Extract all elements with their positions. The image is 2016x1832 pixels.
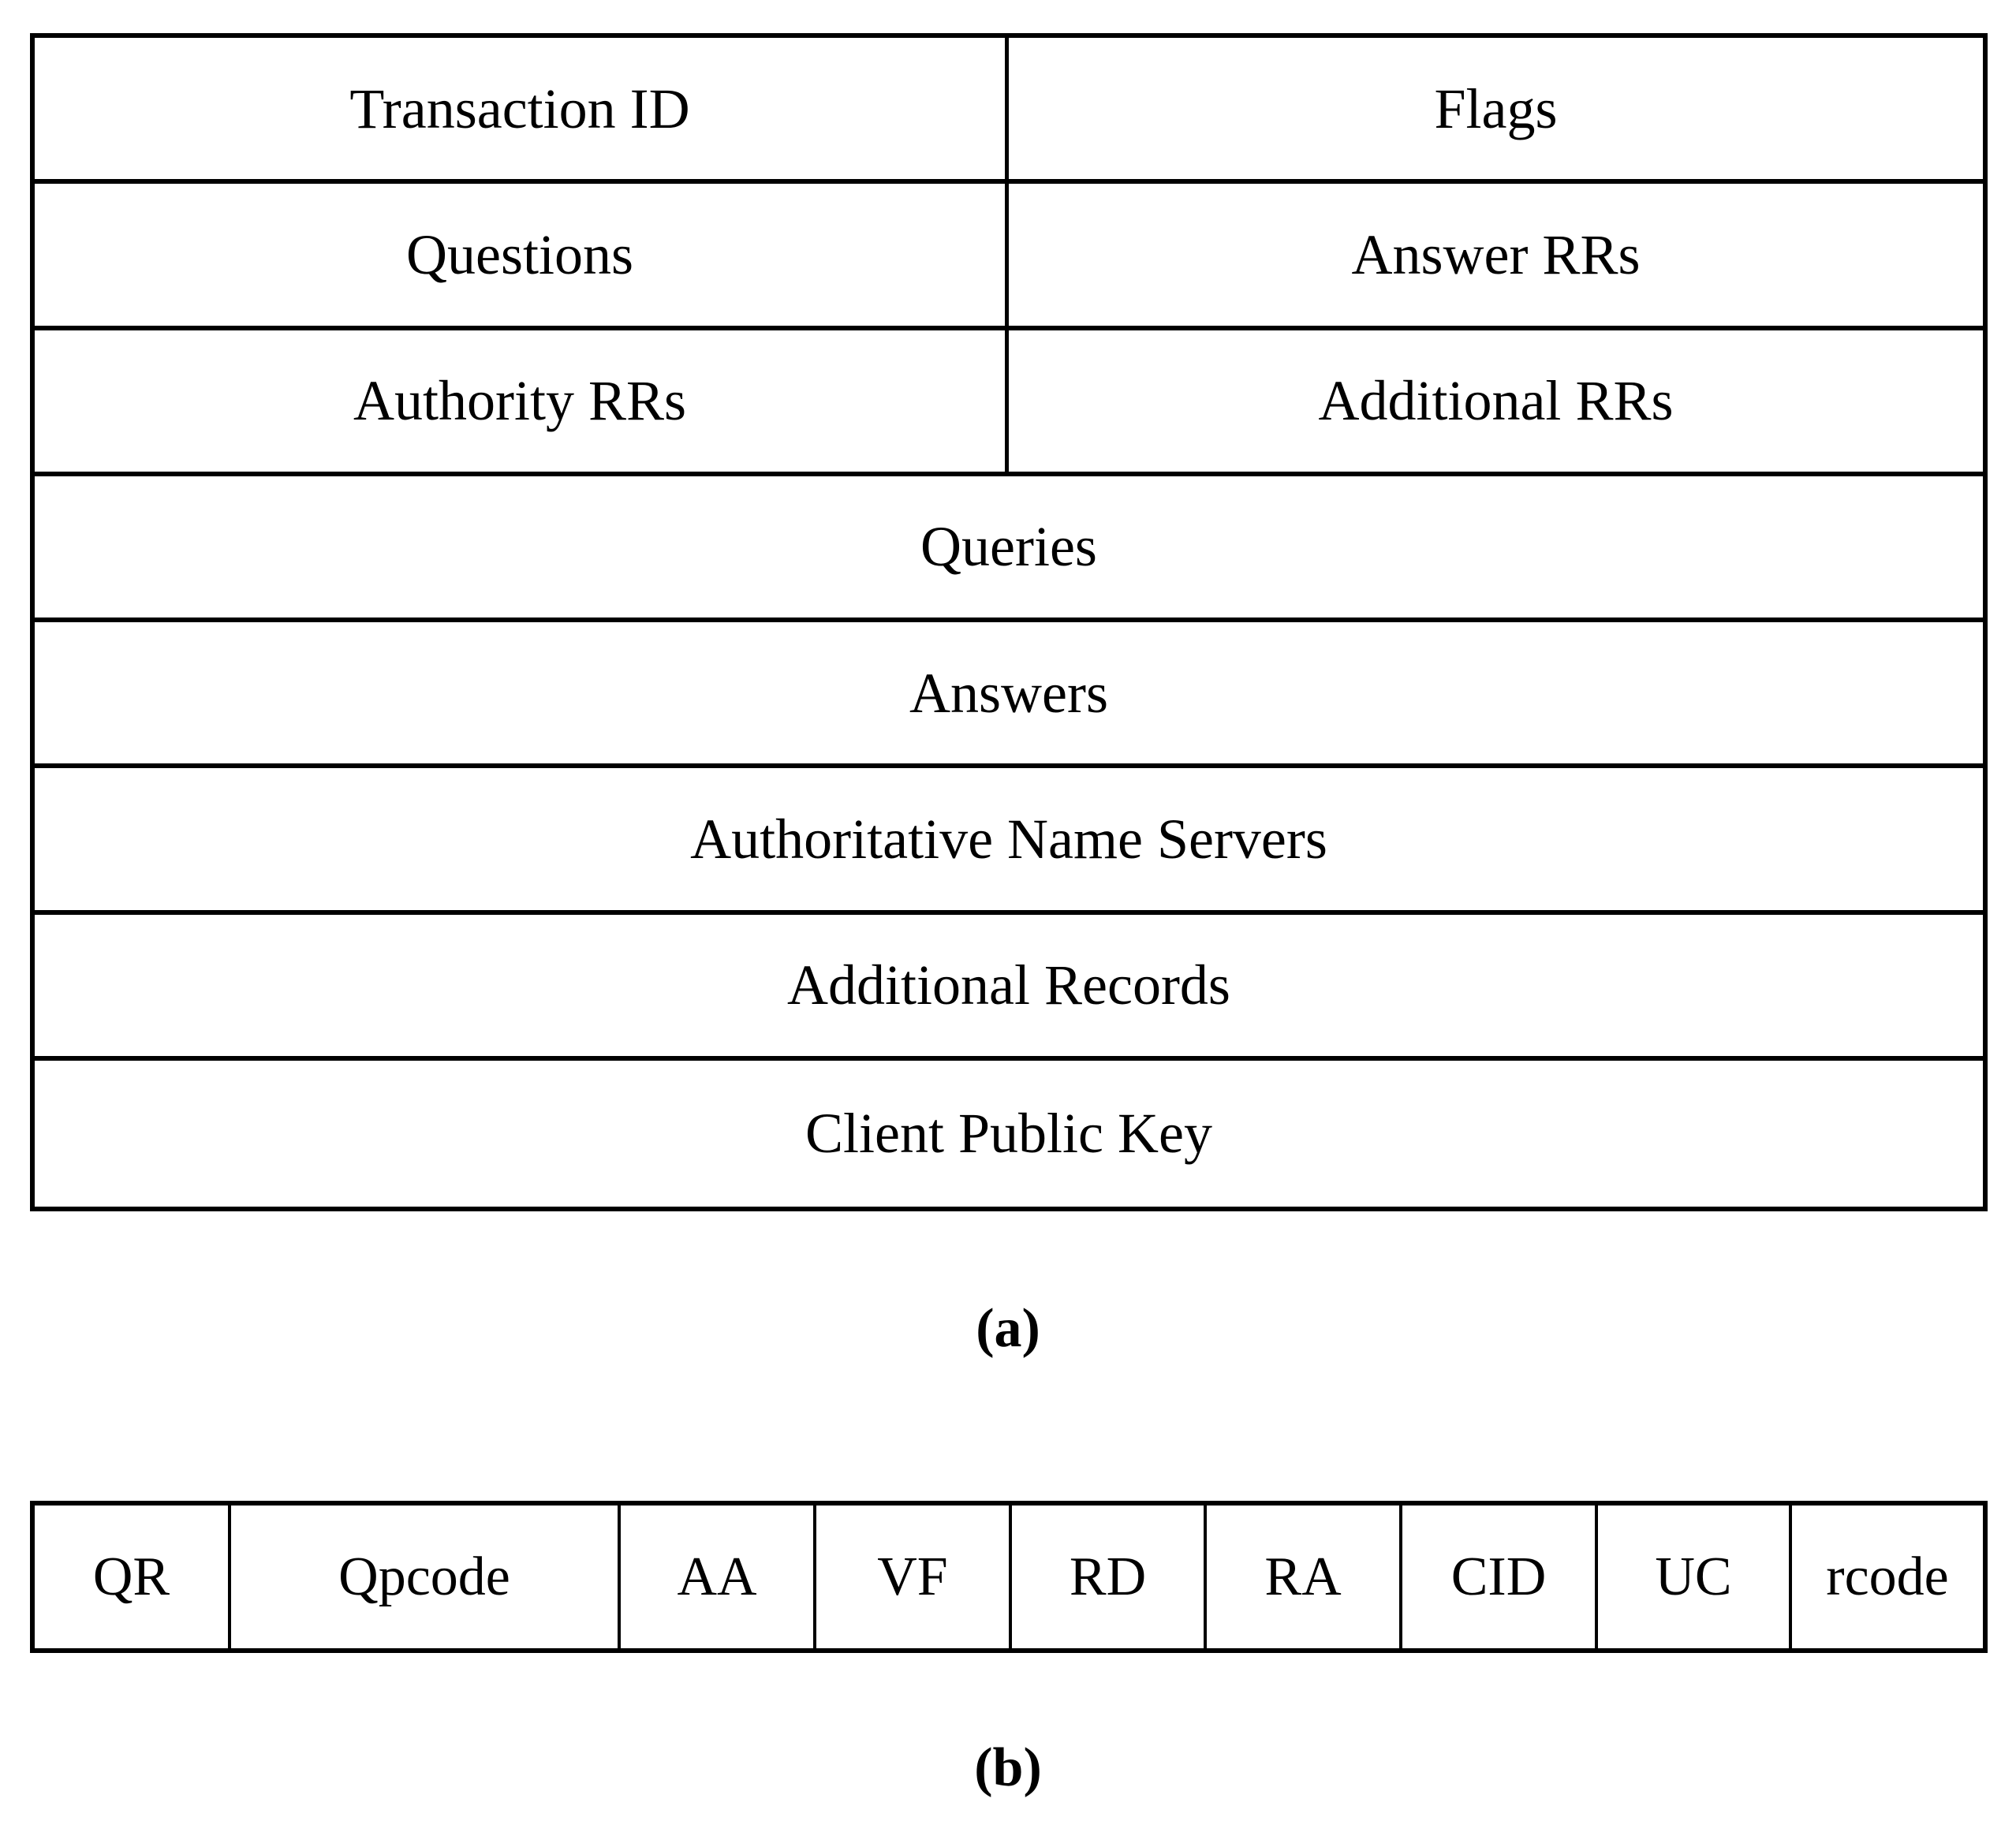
flag-aa: AA	[621, 1506, 816, 1648]
flag-qr: QR	[35, 1506, 231, 1648]
field-answers: Answers	[35, 622, 1983, 768]
caption-b: (b)	[974, 1737, 1042, 1798]
field-additional-records: Additional Records	[35, 915, 1983, 1061]
field-transaction-id: Transaction ID	[35, 38, 1009, 184]
flag-uc: UC	[1598, 1506, 1792, 1648]
field-queries: Queries	[35, 476, 1983, 622]
flag-cid: CID	[1402, 1506, 1598, 1648]
field-flags: Flags	[1009, 38, 1983, 184]
flag-qpcode: Qpcode	[231, 1506, 621, 1648]
dns-header-format-table	[30, 33, 1988, 1211]
field-authority-rrs: Authority RRs	[35, 330, 1009, 476]
flags-format-table	[30, 1501, 1988, 1653]
field-answer-rrs: Answer RRs	[1009, 184, 1983, 330]
flag-rd: RD	[1012, 1506, 1207, 1648]
flag-ra: RA	[1207, 1506, 1402, 1648]
field-authoritative-name-servers: Authoritative Name Servers	[35, 768, 1983, 914]
caption-a: (a)	[976, 1298, 1040, 1359]
field-client-public-key: Client Public Key	[805, 1102, 1212, 1166]
flag-rcode: rcode	[1826, 1546, 1949, 1607]
flag-vf: VF	[816, 1506, 1012, 1648]
field-additional-rrs: Additional RRs	[1009, 330, 1983, 476]
field-questions: Questions	[35, 184, 1009, 330]
